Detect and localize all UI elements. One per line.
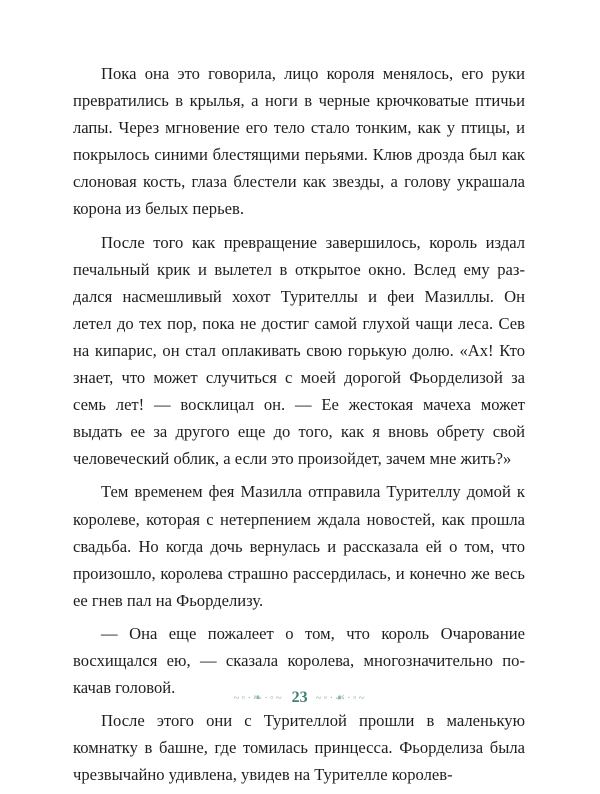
paragraph-5: После этого они с Турителлой прошли в маленькую комнатку в башне, где томилась принцесса. Фьорделиза была чрезвычайно удивлена, увидев на Турителле королев- — [73, 711, 525, 785]
paragraph-1: Пока она это говорила, лицо короля менялось, его руки превратились в крылья, а ноги в черные крючковатые птичьи лапы. Через мгновение его тело стало тонким, как у птицы, и покрылось синими блестящими перьями. Клюв дрозда был как слоновая кость, глаза блестели как звезды, а голову украшала корона из белых перьев. — [73, 64, 525, 219]
paragraph-4-dialogue: — Она еще пожалеет о том, что король Очарование восхищался ею, — сказала королева, многозначительно покачав головой. — [73, 623, 525, 698]
paragraph-2: После того как превращение завершилось, король издал печальный крик и вылетел в открытое окно. Вслед ему раздался насмешливый хохот Турителлы и феи Мазиллы. Он летел до тех пор, пока не достиг самой глухой чащи леса. Сев на кипарис, он стал оплакивать свою горькую долю. «Ах! Кто знает, что может случиться с моей дорогой Фьорделизой за семь лет! — восклицал он. — Ее жестокая мачеха может выдать ее за другого еще до того, как я вновь обрету свой человеческий облик, а если это произойдет, зачем мне жить?» — [73, 232, 525, 469]
page-footer — [0, 686, 600, 710]
text-body — [73, 60, 525, 794]
footer-ornament-left-icon: ~◦·❧·◦~ — [233, 691, 284, 704]
page-number: 23 — [291, 689, 308, 706]
paragraph-3: Тем временем фея Мазилла отправила Турителлу домой к королеве, которая с нетерпением ждала новостей, как прошла свадьба. Но когда дочь вернулась и рассказала ей о том, что произошло, королева страшно рассердилась, и конечно же весь ее гнев пал на Фьорделизу. — [73, 482, 525, 610]
footer-ornament-right-icon: ~◦·☙·◦~ — [315, 691, 367, 704]
